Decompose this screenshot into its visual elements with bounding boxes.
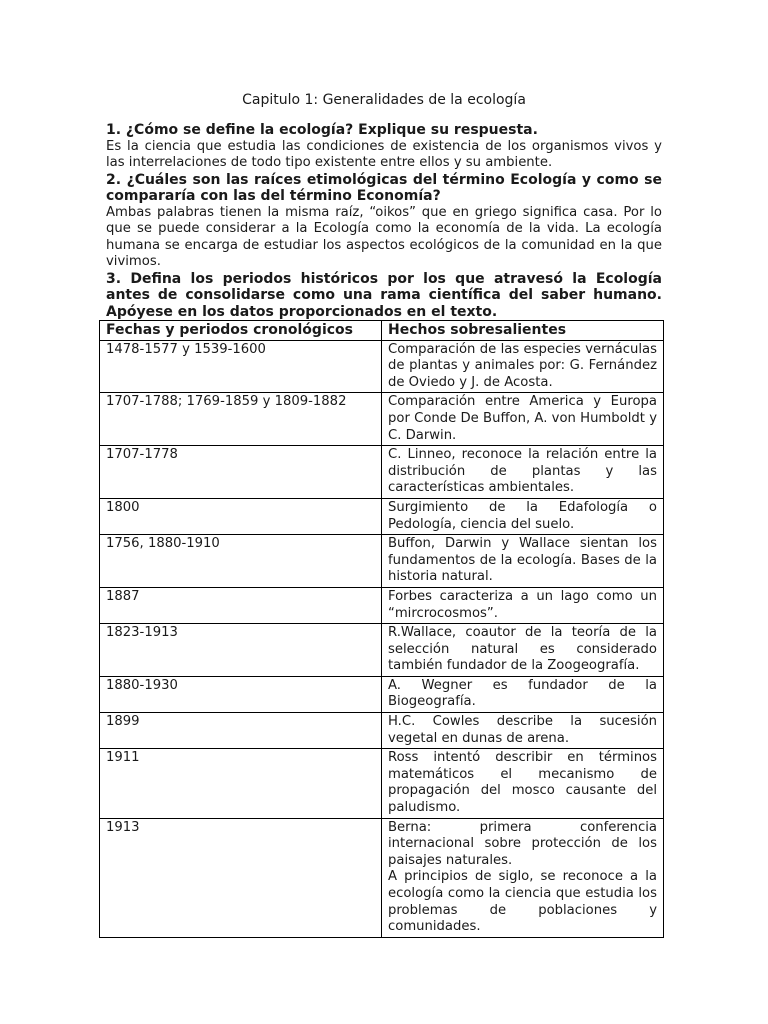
row-date: 1887 (100, 587, 382, 623)
row-facts (382, 624, 664, 677)
table-row (100, 446, 664, 499)
row-date: 1899 (100, 713, 382, 749)
header-dates: Fechas y periodos cronológicos (100, 321, 382, 341)
fact-text: A principios de siglo, se reconoce a la ecología como la ciencia que estudia los problemas de poblaciones y comunidades. (388, 869, 657, 935)
table-row (100, 498, 664, 534)
fact-text: Ross intentó describir en términos matemáticos el mecanismo de propagación del mosco causante del paludismo. (388, 750, 657, 816)
row-date: 1756, 1880-1910 (100, 535, 382, 588)
fact-text: A. Wegner es fundador de la Biogeografía. (388, 677, 657, 710)
table-row (100, 713, 664, 749)
row-facts (382, 587, 664, 623)
answer-2: Ambas palabras tienen la misma raíz, “oikos” que en griego significa casa. Por lo que se puede considerar a la Ecología como la economía de la vida. La ecología humana se encarga de estudiar los aspectos ecológicos de la comunidad en la que vivimos. (106, 204, 662, 269)
fact-text: Buffon, Darwin y Wallace sientan los fundamentos de la ecología. Bases de la historia natural. (388, 536, 657, 585)
row-facts (382, 713, 664, 749)
row-facts (382, 393, 664, 446)
fact-text: R.Wallace, coautor de la teoría de la selección natural es considerado también fundador de la Zoogeografía. (388, 625, 657, 674)
question-2: 2. ¿Cuáles son las raíces etimológicas del término Ecología y como se compararía con las del término Economía? (106, 171, 662, 204)
row-facts (382, 498, 664, 534)
table-header-row (100, 321, 664, 341)
table-row (100, 749, 664, 818)
table-row (100, 624, 664, 677)
question-1: 1. ¿Cómo se define la ecología? Explique su respuesta. (106, 122, 538, 138)
row-date: 1823-1913 (100, 624, 382, 677)
row-date: 1911 (100, 749, 382, 818)
question-3: 3. Defina los periodos históricos por los que atravesó la Ecología antes de consolidarse como una rama científica del saber humano. Apóyese en los datos proporcionados en el texto. (106, 270, 662, 320)
fact-text: Surgimiento de la Edafología o Pedología, ciencia del suelo. (388, 499, 657, 532)
row-facts (382, 340, 664, 393)
header-facts: Hechos sobresalientes (382, 321, 664, 341)
table-body (100, 340, 664, 937)
row-date: 1800 (100, 498, 382, 534)
fact-text: C. Linneo, reconoce la relación entre la distribución de plantas y las características ambientales. (388, 447, 657, 496)
row-facts (382, 446, 664, 499)
table-row (100, 340, 664, 393)
row-date: 1880-1930 (100, 676, 382, 712)
row-date: 1478-1577 y 1539-1600 (100, 340, 382, 393)
table-row (100, 587, 664, 623)
fact-text: Comparación entre America y Europa por Conde De Buffon, A. von Humboldt y C. Darwin. (388, 394, 657, 443)
row-facts (382, 535, 664, 588)
row-date: 1707-1778 (100, 446, 382, 499)
row-date: 1913 (100, 818, 382, 937)
answer-1: Es la ciencia que estudia las condiciones de existencia de los organismos vivos y las interrelaciones de todo tipo existente entre ellos y su ambiente. (106, 138, 662, 170)
row-facts (382, 676, 664, 712)
fact-text: Forbes caracteriza a un lago como un “mircrocosmos”. (388, 588, 657, 621)
document-body (106, 90, 662, 320)
table-row (100, 535, 664, 588)
row-facts (382, 818, 664, 937)
table-row (100, 393, 664, 446)
table-row (100, 818, 664, 937)
row-facts (382, 749, 664, 818)
fact-text: Comparación de las especies vernáculas de plantas y animales por: G. Fernández de Oviedo y J. de Acosta. (388, 341, 657, 390)
fact-text: Berna: primera conferencia internacional sobre protección de los paisajes naturales. (388, 819, 657, 868)
row-date: 1707-1788; 1769-1859 y 1809-1882 (100, 393, 382, 446)
history-table (99, 320, 664, 938)
chapter-title: Capitulo 1: Generalidades de la ecología (242, 92, 526, 108)
table-row (100, 676, 664, 712)
fact-text: H.C. Cowles describe la sucesión vegetal en dunas de arena. (388, 714, 657, 746)
